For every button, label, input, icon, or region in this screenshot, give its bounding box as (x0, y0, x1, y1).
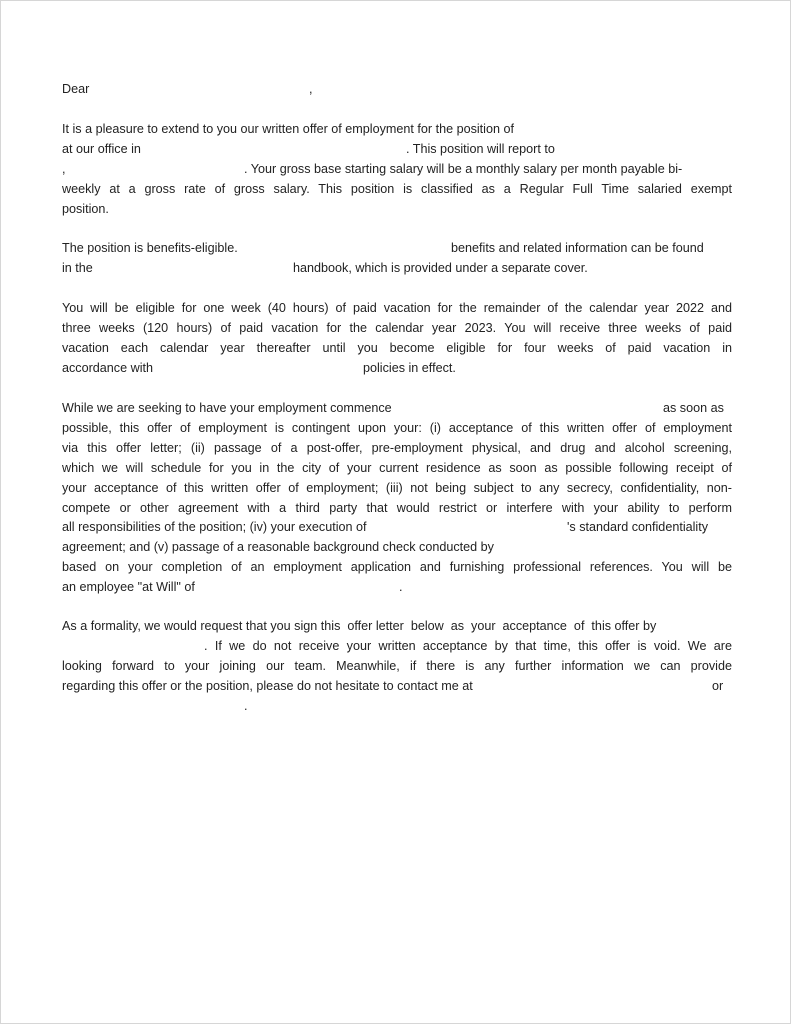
p2-line-2 (62, 258, 732, 278)
p3-line-4-end: policies in effect. (363, 361, 456, 375)
p5-line-4 (62, 676, 732, 696)
salutation-line (62, 79, 732, 99)
p2-line-2-start: in the (62, 261, 93, 275)
p4-line-1-start: While we are seeking to have your employment commence (62, 401, 392, 415)
p2-line-2-end: handbook, which is provided under a separate cover. (293, 261, 588, 275)
p1-line-3-comma: , (62, 162, 66, 176)
p1-line-1: It is a pleasure to extend to you our written offer of employment for the position of (62, 122, 514, 136)
p4-line-9: based on your completion of an employment application and furnishing professional references. You will be (62, 560, 732, 574)
p2-line-1 (62, 238, 732, 258)
p4-line-4: which we will schedule for you in the city of your current residence as soon as possible following receipt of (62, 461, 732, 475)
p5-line-3: looking forward to your joining our team. Meanwhile, if there is any further information we can provide (62, 659, 732, 673)
p1-line-2-end: . This position will report to (406, 142, 555, 156)
p3-line-1: You will be eligible for one week (40 hours) of paid vacation for the remainder of the calendar year 2022 and (62, 301, 732, 315)
p5-line-4-start: regarding this offer or the position, please do not hesitate to contact me at (62, 679, 473, 693)
p1-line-2-start: at our office in (62, 142, 141, 156)
p2-line-1-start: The position is benefits-eligible. (62, 241, 238, 255)
salutation-dear: Dear (62, 82, 90, 96)
p4-line-7 (62, 517, 732, 537)
p4-line-1-end: as soon as (663, 401, 724, 415)
p5-line-1: As a formality, we would request that you sign this offer letter below as your acceptance of this offer by (62, 619, 657, 633)
p4-line-7-start: all responsibilities of the position; (iv) your execution of (62, 520, 367, 534)
p4-line-10-start: an employee "at Will" of (62, 580, 195, 594)
p5-line-2 (62, 636, 732, 656)
p1-line-5: position. (62, 202, 109, 216)
salutation-comma: , (309, 82, 313, 96)
p4-line-10 (62, 577, 732, 597)
p2-line-1-end: benefits and related information can be found (451, 241, 704, 255)
p4-line-8: agreement; and (v) passage of a reasonable background check conducted by (62, 540, 494, 554)
p1-line-3-end: . Your gross base starting salary will be a monthly salary per month payable bi- (244, 162, 683, 176)
p4-line-3: via this offer letter; (ii) passage of a post-offer, pre-employment physical, and drug and alcohol screening, (62, 441, 732, 455)
p5-line-5-period: . (244, 699, 248, 713)
p3-line-2: three weeks (120 hours) of paid vacation for the calendar year 2023. You will receive three weeks of paid (62, 321, 732, 335)
p5-line-2-text: . If we do not receive your written acceptance by that time, this offer is void. We are (204, 639, 732, 653)
p1-line-4: weekly at a gross rate of gross salary. This position is classified as a Regular Full Time salaried exempt (62, 182, 732, 196)
p3-line-4-start: accordance with (62, 361, 154, 375)
p4-line-2: possible, this offer of employment is contingent upon your: (i) acceptance of this written offer of employment (62, 421, 732, 435)
p1-line-3 (62, 159, 732, 179)
p3-line-3: vacation each calendar year thereafter until you become eligible for four weeks of paid vacation in (62, 341, 732, 355)
p4-line-6: compete or other agreement with a third party that would restrict or interfere with your ability to perform (62, 501, 732, 515)
p4-line-10-period: . (399, 580, 403, 594)
p3-line-4 (62, 358, 732, 378)
p5-line-5 (62, 696, 732, 716)
p4-line-1 (62, 398, 732, 418)
p4-line-5: your acceptance of this written offer of employment; (iii) not being subject to any secrecy, confidentiality, non- (62, 481, 732, 495)
p1-line-2 (62, 139, 732, 159)
p5-line-4-or: or (712, 679, 724, 693)
p4-line-7-end: 's standard confidentiality (567, 520, 709, 534)
